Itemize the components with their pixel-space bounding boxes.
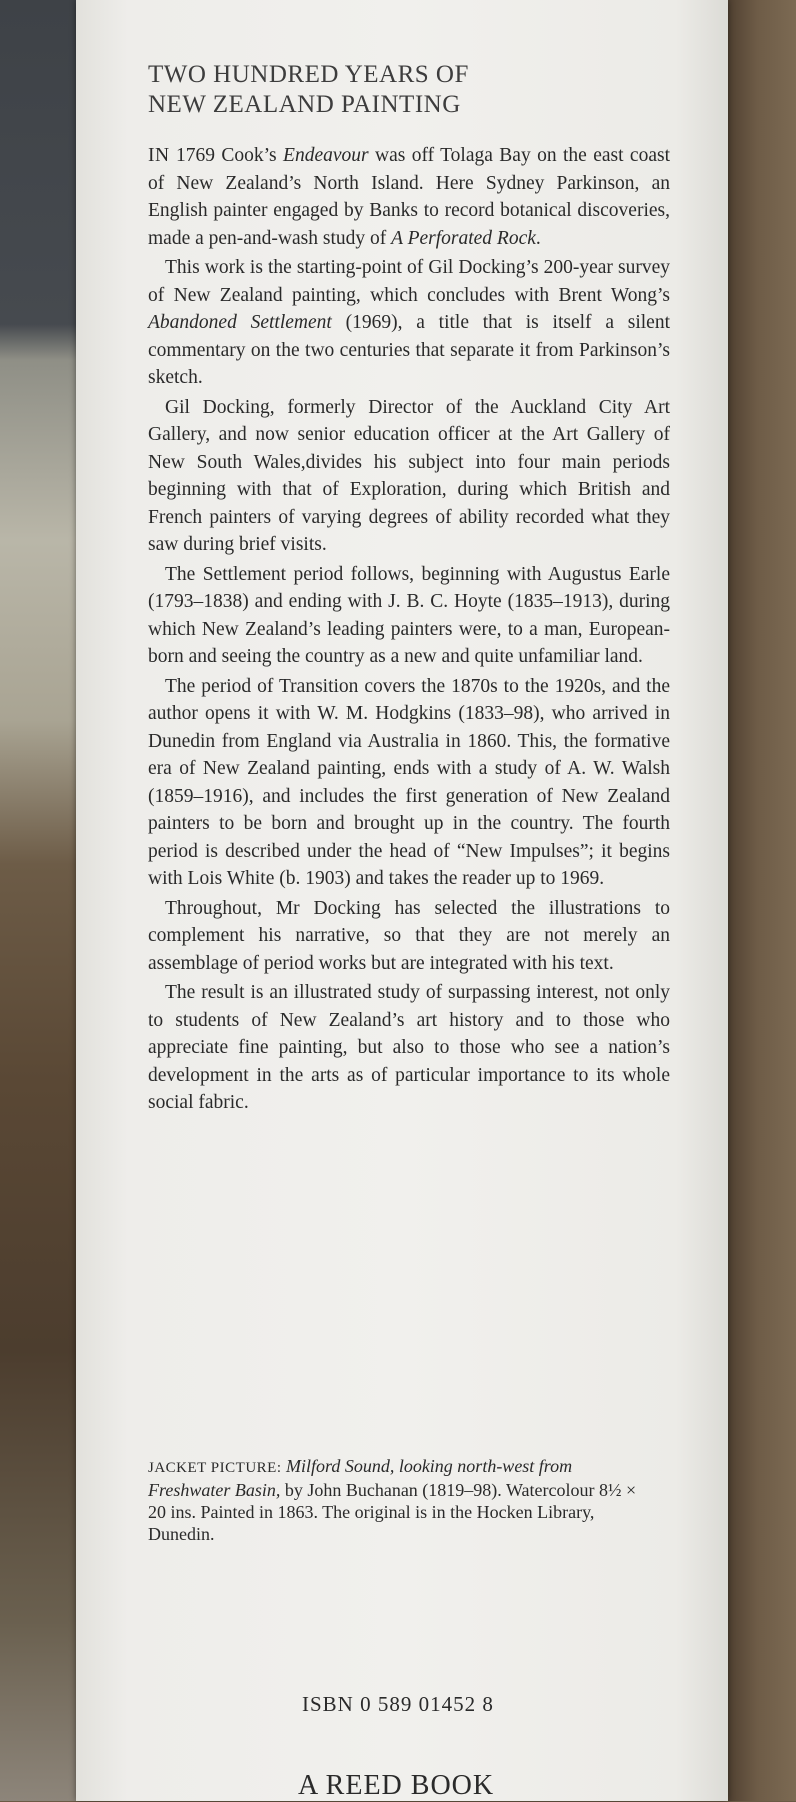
- paragraph-1-text-a: 1769 Cook’s: [169, 145, 284, 166]
- paragraph-7: The result is an illustrated study of surpassing interest, not only to students of New Zealand’s art history and to those who appreciate fine painting, but also to those who see a nation’s development in the arts as of particular importance to its whole social fabric.: [148, 982, 670, 1113]
- isbn-number: ISBN 0 589 01452 8: [302, 1692, 494, 1716]
- paragraph-1-lead: IN: [148, 145, 170, 166]
- caption-lead: JACKET PICTURE:: [148, 1460, 282, 1476]
- jacket-picture-caption: [148, 1455, 638, 1545]
- blurb-text: [148, 142, 670, 1119]
- paragraph-4: The Settlement period follows, beginning with Augustus Earle (1793–1838) and ending with J. B. C. Hoyte (1835–1913), during which New Zealand’s leading painters were, to a man, European-born and seeing the country as a new and quite unfamiliar land.: [148, 563, 670, 667]
- caption-details: by John Buchanan (1819–98). Watercolour 8½ × 20 ins. Painted in 1863. The original is in the Hocken Library, Dunedin.: [148, 1480, 637, 1544]
- paragraph-1-text-b: was off Tolaga Bay on the east coast of New Zealand’s North Island. Here Sydney Parkinson, an English painter engaged by Banks to record botanical discoveries, made a pen-and-wash study of: [148, 145, 670, 249]
- book-title-line-2: NEW ZEALAND PAINTING: [148, 91, 461, 118]
- paragraph-2: [148, 254, 670, 392]
- artwork-title-perforated-rock: A Perforated Rock: [391, 227, 536, 249]
- paragraph-1: [148, 142, 670, 252]
- artwork-title-abandoned-settlement: Abandoned Settlement: [148, 312, 332, 333]
- publisher-imprint: A REED BOOK: [298, 1770, 495, 1801]
- book-title: [148, 60, 708, 120]
- paragraph-1-text-c: .: [535, 227, 541, 249]
- background-cover-left: [0, 0, 80, 1801]
- jacket-flap: [76, 0, 728, 1801]
- paragraph-2-text-b: (1969), a title that is itself a silent commentary on the two centuries that separate it from Parkinson’s sketch.: [148, 312, 670, 388]
- paragraph-3: Gil Docking, formerly Director of the Auckland City Art Gallery, and now senior education officer at the Art Gallery of New South Wales,divides his subject into four main periods beginning with that of Exploration, during which British and French painters of varying degrees of ability recorded what they saw during brief visits.: [148, 396, 670, 555]
- ship-name: Endeavour: [283, 145, 369, 166]
- paragraph-5: The period of Transition covers the 1870s to the 1920s, and the author opens it with W. M. Hodgkins (1833–98), who arrived in Dunedin from England via Australia in 1860. This, the formative era of New Zealand painting, ends with a study of A. W. Walsh (1859–1916), and includes the first generation of New Zealand painters to be born and brought up in the country. The fourth period is described under the head of “New Impulses”; it begins with Lois White (b. 1903) and takes the reader up to 1969.: [148, 675, 670, 889]
- background-surface-right: [726, 0, 796, 1801]
- paragraph-2-text-a: This work is the starting-point of Gil Docking’s 200-year survey of New Zealand painting, which concludes with Brent Wong’s: [148, 257, 670, 306]
- paragraph-6: Throughout, Mr Docking has selected the illustrations to complement his narrative, so that they are not merely an assemblage of period works but are integrated with his text.: [148, 897, 670, 974]
- caption-artwork-title: Milford Sound, looking north-west from Freshwater Basin,: [148, 1456, 573, 1500]
- book-title-line-1: TWO HUNDRED YEARS OF: [148, 61, 469, 88]
